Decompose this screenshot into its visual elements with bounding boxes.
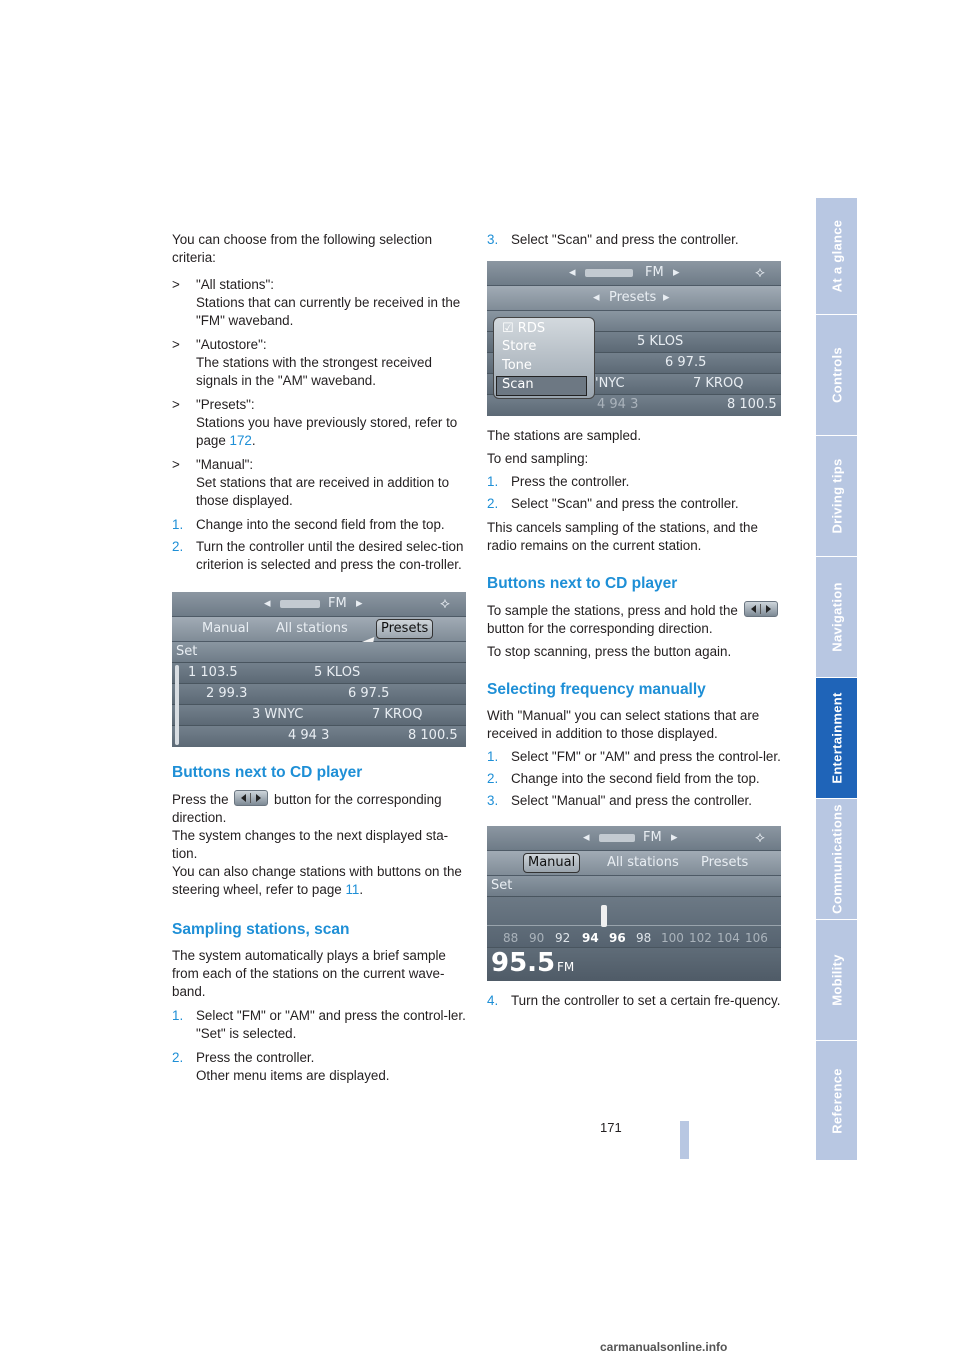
page-number: 171 [600,1120,622,1135]
seek-button-icon [744,601,778,617]
compass-icon: ⟡ [755,828,765,846]
tab-controls[interactable]: Controls [816,315,857,436]
scan-step-3: 3. Select "Scan" and press the controller. [487,232,739,247]
heading-manual: Selecting frequency manually [487,681,706,698]
tab-all-stations[interactable]: All stations [276,621,348,636]
frequency-scale[interactable]: 88 90 92 94 96 98 100 102 104 106 [487,897,781,948]
menu-item-rds[interactable]: ☑ RDS [502,321,546,336]
tab-entertainment[interactable]: Entertainment [816,678,857,799]
tab-presets[interactable]: Presets [701,855,749,870]
left-column-lower: Buttons next to CD player Press the button for the corresponding direction. The system changes to the next displayed sta-tion. You can also change stations with buttons on the steering wheel, refer to page 11. Sampling stations, scan The system automatically plays a brief sample from each of the stations on the current wave-band. 1. Select "FM" or "AM" and press the control-ler. "Set" is selected. 2. Press the controller. Other menu items are displayed. [172,764,468,1091]
page-link-11[interactable]: 11 [345,882,360,897]
scan-step-1: 1. Select "FM" or "AM" and press the control-ler. "Set" is selected. [172,1008,466,1041]
page-link-172[interactable]: 172 [229,433,252,448]
tab-driving-tips[interactable]: Driving tips [816,436,857,557]
heading-cd-buttons: Buttons next to CD player [172,764,363,781]
tab-communications[interactable]: Communications [816,799,857,920]
step-1: 1. Change into the second field from the top. [172,517,445,532]
right-column-bottom [487,992,787,1016]
tab-all-stations[interactable]: All stations [607,855,679,870]
options-popup [493,317,595,399]
end-step-2: 2. Select "Scan" and press the controller. [487,496,739,511]
end-step-1: 1. Press the controller. [487,474,630,489]
intro-text: You can choose from the following selection criteria: [172,232,433,265]
scan-step-2: 2. Press the controller. Other menu items are displayed. [172,1050,390,1083]
manual-step-3: 3. Select "Manual" and press the controller. [487,793,752,808]
seek-button-icon [234,790,268,806]
step-2: 2. Turn the controller until the desired selec-tion criterion is selected and press the con-troller. [172,539,464,572]
tab-manual[interactable]: Manual [202,621,250,636]
radio-bar-icon [280,600,320,608]
radio-manual-screenshot: ◂ FM ▸ ⟡ Manual All stations Presets Set 88 90 92 94 96 98 100 102 104 106 95.5 FM [487,826,781,981]
page-number-bar [680,1121,689,1159]
radio-bar-icon [585,269,633,277]
compass-icon: ⟡ [755,263,765,281]
tab-at-a-glance[interactable]: At a glance [816,198,857,315]
menu-item-tone[interactable]: Tone [502,358,532,373]
menu-item-store[interactable]: Store [502,339,537,354]
compass-icon: ⟡ [440,594,450,612]
bullet-autostore: > "Autostore": The stations with the strongest received signals in the "AM" waveband. [172,337,432,388]
radio-presets-screenshot: ◂ FM ▸ ⟡ Manual All stations Presets Set 1 103.5 5 KLOS 2 99.3 6 97.5 3 WNYC 7 KROQ 4 94 3 8 100.5 [172,592,466,747]
manual-step-1: 1. Select "FM" or "AM" and press the control-ler. [487,749,781,764]
menu-item-scan[interactable]: Scan [496,376,587,396]
radio-bar-icon [599,834,635,842]
manual-step-2: 2. Change into the second field from the top. [487,771,760,786]
heading-cd-buttons-2: Buttons next to CD player [487,575,678,592]
right-column [487,231,787,255]
footer-watermark: carmanualsonline.info [600,1340,728,1354]
bullet-all-stations: > "All stations": Stations that can currently be received in the "FM" waveband. [172,277,461,328]
tab-manual[interactable]: Manual [523,853,580,873]
bullet-manual: > "Manual": Set stations that are received in addition to those displayed. [172,457,450,508]
tab-presets[interactable]: Presets [376,619,433,639]
check-icon: ☑ [502,321,514,336]
tab-mobility[interactable]: Mobility [816,920,857,1041]
heading-scan: Sampling stations, scan [172,921,350,938]
right-column-middle: The stations are sampled. To end sampling: 1. Press the controller. 2. Select "Scan" and press the controller. This cancels sampling of the stations, and the radio remains on the current station. Buttons next to CD player To sample the stations, press and hold the button for the corresponding direction. To stop scanning, press the button again. Selecting frequency manually With "Manual" you can select stations that are received in addition to those displayed. 1. Select "FM" or "AM" and press the control-ler. 2. Change into the second field from the top. 3. Select "Manual" and press the controller. [487,427,787,816]
radio-scan-menu-screenshot: ◂ FM ▸ ⟡ ◂ Presets ▸ 5 KLOS 6 97.5 'NYC 7 KROQ 4 94 3 8 100.5 ☑ RDS Store Tone Scan [487,261,781,416]
tab-navigation[interactable]: Navigation [816,557,857,678]
bullet-presets: > "Presets": Stations you have previously stored, refer to page 172. [172,397,458,448]
frequency-needle [601,905,607,927]
left-column [172,231,468,580]
tab-reference[interactable]: Reference [816,1041,857,1161]
manual-step-4: 4. Turn the controller to set a certain fre-quency. [487,993,781,1008]
